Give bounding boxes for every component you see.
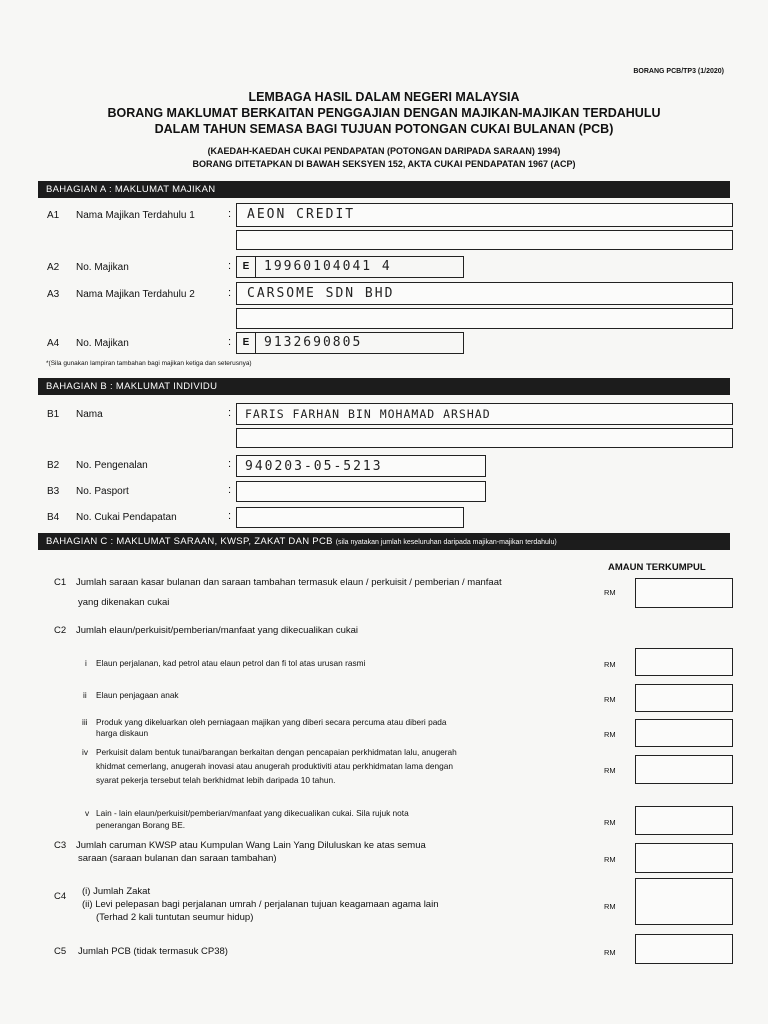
currency-label: RM — [604, 902, 616, 911]
c2-code: C2 — [54, 625, 67, 636]
section-c-subtitle: (sila nyatakan jumlah keseluruhan daripada majikan-majikan terdahulu) — [335, 539, 557, 546]
section-c-header — [38, 533, 730, 550]
additional-employer-note: *(Sila gunakan lampiran tambahan bagi majikan ketiga dan seterusnya) — [46, 360, 252, 367]
a4-label: No. Majikan — [76, 338, 129, 349]
b2-value: 940203-05-5213 — [245, 459, 383, 474]
c3-line2: saraan (saraan bulanan dan saraan tambahan) — [78, 853, 277, 864]
name-field-line2[interactable] — [236, 428, 733, 448]
colon: : — [228, 208, 232, 220]
c4-amount-field[interactable] — [635, 878, 733, 925]
c5-amount-field[interactable] — [635, 934, 733, 964]
section-b-header — [38, 378, 730, 395]
a4-code: A4 — [47, 338, 60, 349]
c2-item-text: harga diskaun — [96, 728, 149, 738]
employer-number-2-field[interactable] — [236, 332, 464, 354]
c2-item-num: ii — [83, 690, 87, 700]
c4-line3: (Terhad 2 kali tuntutan seumur hidup) — [96, 912, 254, 923]
a4-value: 9132690805 — [264, 335, 363, 350]
a2-value: 19960104041 4 — [264, 259, 392, 274]
tax-number-field[interactable] — [236, 507, 464, 528]
b3-label: No. Pasport — [76, 486, 129, 497]
c4-line1: (i) Jumlah Zakat — [82, 886, 151, 897]
colon: : — [228, 260, 232, 272]
previous-employer-1-field[interactable] — [236, 203, 733, 227]
section-a-title: BAHAGIAN A : MAKLUMAT MAJIKAN — [46, 184, 216, 195]
c2-item-num: iii — [82, 717, 88, 727]
c5-text: Jumlah PCB (tidak termasuk CP38) — [78, 946, 228, 957]
e-prefix: E — [237, 257, 256, 277]
currency-label: RM — [604, 695, 616, 704]
c3-code: C3 — [54, 840, 67, 851]
a1-code: A1 — [47, 210, 60, 221]
b3-code: B3 — [47, 486, 60, 497]
a2-code: A2 — [47, 262, 60, 273]
b4-label: No. Cukai Pendapatan — [76, 512, 177, 523]
c3-line1: Jumlah caruman KWSP atau Kumpulan Wang Lain Yang Diluluskan ke atas semua — [76, 840, 426, 851]
c1-line2: yang dikenakan cukai — [78, 597, 170, 608]
form-title-line2: DALAM TAHUN SEMASA BAGI TUJUAN POTONGAN CUKAI BULANAN (PCB) — [154, 122, 614, 136]
e-prefix: E — [237, 333, 256, 353]
previous-employer-2-field-line2[interactable] — [236, 308, 733, 329]
b4-code: B4 — [47, 512, 60, 523]
b1-code: B1 — [47, 409, 60, 420]
c2-item-text: khidmat cemerlang, anugerah inovasi atau anugerah produktiviti atau perkhidmatan lama dengan — [96, 761, 453, 771]
currency-label: RM — [604, 948, 616, 957]
c1-amount-field[interactable] — [635, 578, 733, 608]
a3-value: CARSOME SDN BHD — [247, 286, 395, 301]
c2-item-num: v — [85, 808, 90, 818]
colon: : — [228, 287, 232, 299]
c5-code: C5 — [54, 946, 67, 957]
b1-value: FARIS FARHAN BIN MOHAMAD ARSHAD — [245, 407, 491, 421]
form-title-line1: BORANG MAKLUMAT BERKAITAN PENGGAJIAN DENGAN MAJIKAN-MAJIKAN TERDAHULU — [107, 106, 661, 120]
currency-label: RM — [604, 766, 616, 775]
c1-line1: Jumlah saraan kasar bulanan dan saraan tambahan termasuk elaun / perkuisit / pemberian / manfaat — [76, 577, 502, 588]
c2-ii-amount-field[interactable] — [635, 684, 733, 712]
colon: : — [228, 458, 232, 470]
a3-code: A3 — [47, 289, 60, 300]
c2-v-amount-field[interactable] — [635, 806, 733, 835]
amount-column-header: AMAUN TERKUMPUL — [608, 562, 706, 573]
c2-item-text: Produk yang dikeluarkan oleh perniagaan majikan yang diberi secara percuma atau diberi pada — [96, 717, 447, 727]
previous-employer-1-field-line2[interactable] — [236, 230, 733, 250]
currency-label: RM — [604, 818, 616, 827]
section-a-header — [38, 181, 730, 198]
a3-label: Nama Majikan Terdahulu 2 — [76, 289, 195, 300]
b2-label: No. Pengenalan — [76, 460, 148, 471]
a1-label: Nama Majikan Terdahulu 1 — [76, 210, 195, 221]
currency-label: RM — [604, 855, 616, 864]
form-code: BORANG PCB/TP3 (1/2020) — [633, 68, 724, 75]
employer-number-1-field[interactable] — [236, 256, 464, 278]
c2-item-text: Perkuisit dalam bentuk tunai/barangan berkaitan dengan pencapaian perkhidmatan lalu, anugerah — [96, 747, 457, 757]
a2-label: No. Majikan — [76, 262, 129, 273]
currency-label: RM — [604, 588, 616, 597]
c2-item-text: penerangan Borang BE. — [96, 820, 186, 830]
b1-label: Nama — [76, 409, 103, 420]
regulation-line: (KAEDAH-KAEDAH CUKAI PENDAPATAN (POTONGAN DARIPADA SARAAN) 1994) — [207, 146, 561, 156]
passport-field[interactable] — [236, 481, 486, 502]
c4-line2: (ii) Levi pelepasan bagi perjalanan umrah / perjalanan tujuan keagamaan agama lain — [82, 899, 439, 910]
c2-item-num: i — [85, 658, 87, 668]
c4-code: C4 — [54, 891, 67, 902]
id-number-field[interactable] — [236, 455, 486, 477]
agency-title: LEMBAGA HASIL DALAM NEGERI MALAYSIA — [248, 90, 520, 104]
c2-iii-amount-field[interactable] — [635, 719, 733, 747]
c3-amount-field[interactable] — [635, 843, 733, 873]
c2-item-text: syarat pekerja tersebut telah berkhidmat lebih daripada 10 tahun. — [96, 775, 336, 785]
section-c-title: BAHAGIAN C : MAKLUMAT SARAAN, KWSP, ZAKAT DAN PCB — [46, 536, 333, 547]
c2-iv-amount-field[interactable] — [635, 755, 733, 784]
c1-code: C1 — [54, 577, 67, 588]
name-field[interactable] — [236, 403, 733, 425]
colon: : — [228, 407, 232, 419]
colon: : — [228, 510, 232, 522]
prescribed-line: BORANG DITETAPKAN DI BAWAH SEKSYEN 152, AKTA CUKAI PENDAPATAN 1967 (ACP) — [192, 159, 576, 169]
c2-item-text: Elaun perjalanan, kad petrol atau elaun petrol dan fi tol atas urusan rasmi — [96, 658, 366, 668]
currency-label: RM — [604, 730, 616, 739]
previous-employer-2-field[interactable] — [236, 282, 733, 305]
c2-i-amount-field[interactable] — [635, 648, 733, 676]
section-b-title: BAHAGIAN B : MAKLUMAT INDIVIDU — [46, 381, 218, 392]
colon: : — [228, 336, 232, 348]
c2-item-text: Elaun penjagaan anak — [96, 690, 179, 700]
a1-value: AEON CREDIT — [247, 207, 356, 222]
c2-item-num: iv — [82, 747, 88, 757]
c2-text: Jumlah elaun/perkuisit/pemberian/manfaat yang dikecualikan cukai — [76, 625, 358, 636]
currency-label: RM — [604, 660, 616, 669]
b2-code: B2 — [47, 460, 60, 471]
colon: : — [228, 484, 232, 496]
c2-item-text: Lain - lain elaun/perkuisit/pemberian/manfaat yang dikecualikan cukai. Sila rujuk nota — [96, 808, 409, 818]
